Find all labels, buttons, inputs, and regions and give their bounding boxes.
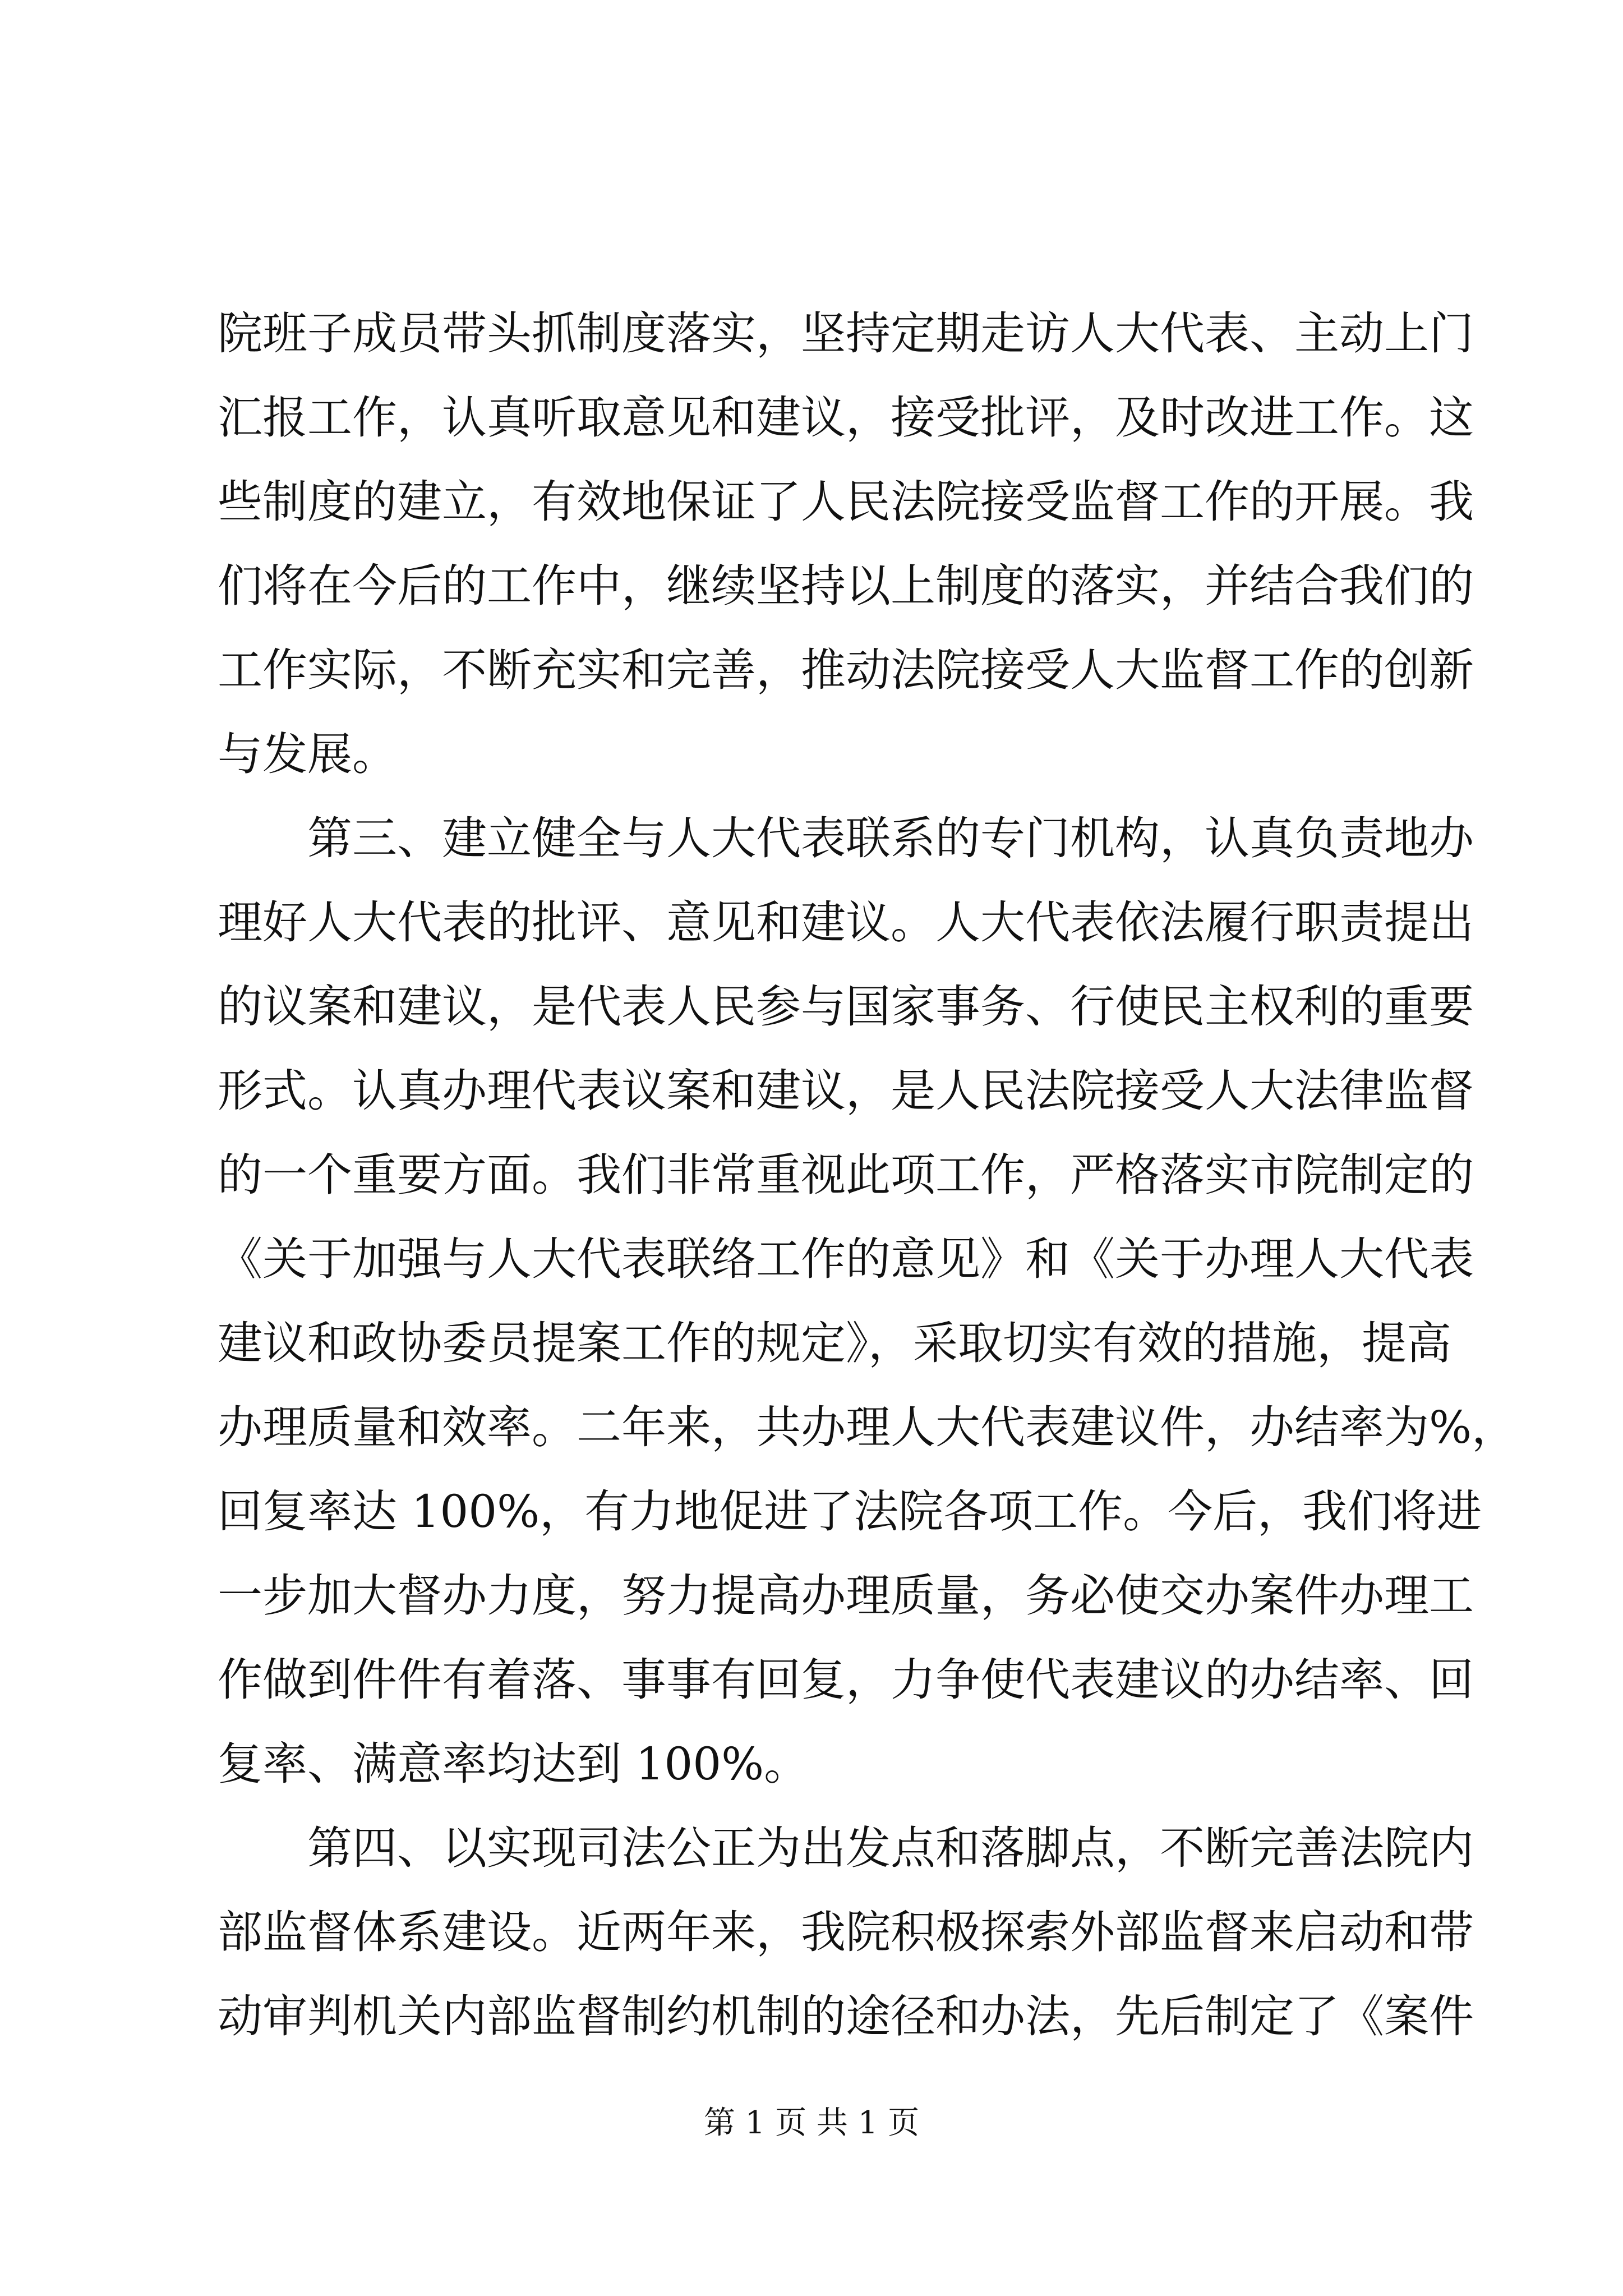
text-line: 们将在今后的工作中，继续坚持以上制度的落实，并结合我们的 — [218, 560, 1474, 612]
text-line: 第三、建立健全与人大代表联系的专门机构，认真负责地办 — [307, 812, 1474, 864]
text-line: 些制度的建立，有效地保证了人民法院接受监督工作的开展。我 — [218, 476, 1474, 528]
text-line: 的议案和建议，是代表人民参与国家事务、行使民主权利的重要 — [218, 981, 1474, 1033]
page-number-footer: 第 1 页 共 1 页 — [703, 2105, 920, 2141]
text-line: 回复率达 100%，有力地促进了法院各项工作。今后，我们将进 — [218, 1485, 1482, 1538]
text-line: 与发展。 — [218, 728, 397, 780]
text-line: 建议和政协委员提案工作的规定》，采取切实有效的措施，提高 — [218, 1317, 1451, 1369]
text-line: 《关于加强与人大代表联络工作的意见》和《关于办理人大代表 — [218, 1233, 1474, 1285]
text-line: 的一个重要方面。我们非常重视此项工作，严格落实市院制定的 — [218, 1149, 1474, 1201]
text-line: 理好人大代表的批评、意见和建议。人大代表依法履行职责提出 — [218, 896, 1474, 949]
text-line: 动审判机关内部监督制约机制的途径和办法，先后制定了《案件 — [218, 1990, 1474, 2042]
text-line: 一步加大督办力度，努力提高办理质量，务必使交办案件办理工 — [218, 1570, 1474, 1622]
text-line: 形式。认真办理代表议案和建议，是人民法院接受人大法律监督 — [218, 1065, 1474, 1117]
text-line: 第四、以实现司法公正为出发点和落脚点，不断完善法院内 — [307, 1822, 1474, 1874]
text-line: 院班子成员带头抓制度落实，坚持定期走访人大代表、主动上门 — [218, 307, 1474, 360]
text-line: 工作实际，不断充实和完善，推动法院接受人大监督工作的创新 — [218, 644, 1474, 696]
text-line: 复率、满意率均达到 100%。 — [218, 1738, 809, 1790]
text-line: 部监督体系建设。近两年来，我院积极探索外部监督来启动和带 — [218, 1906, 1474, 1958]
text-line: 作做到件件有着落、事事有回复，力争使代表建议的办结率、回 — [218, 1654, 1474, 1706]
text-line: 汇报工作，认真听取意见和建议，接受批评，及时改进工作。这 — [218, 392, 1474, 444]
text-line: 办理质量和效率。二年来，共办理人大代表建议件，办结率为%， — [218, 1401, 1517, 1453]
